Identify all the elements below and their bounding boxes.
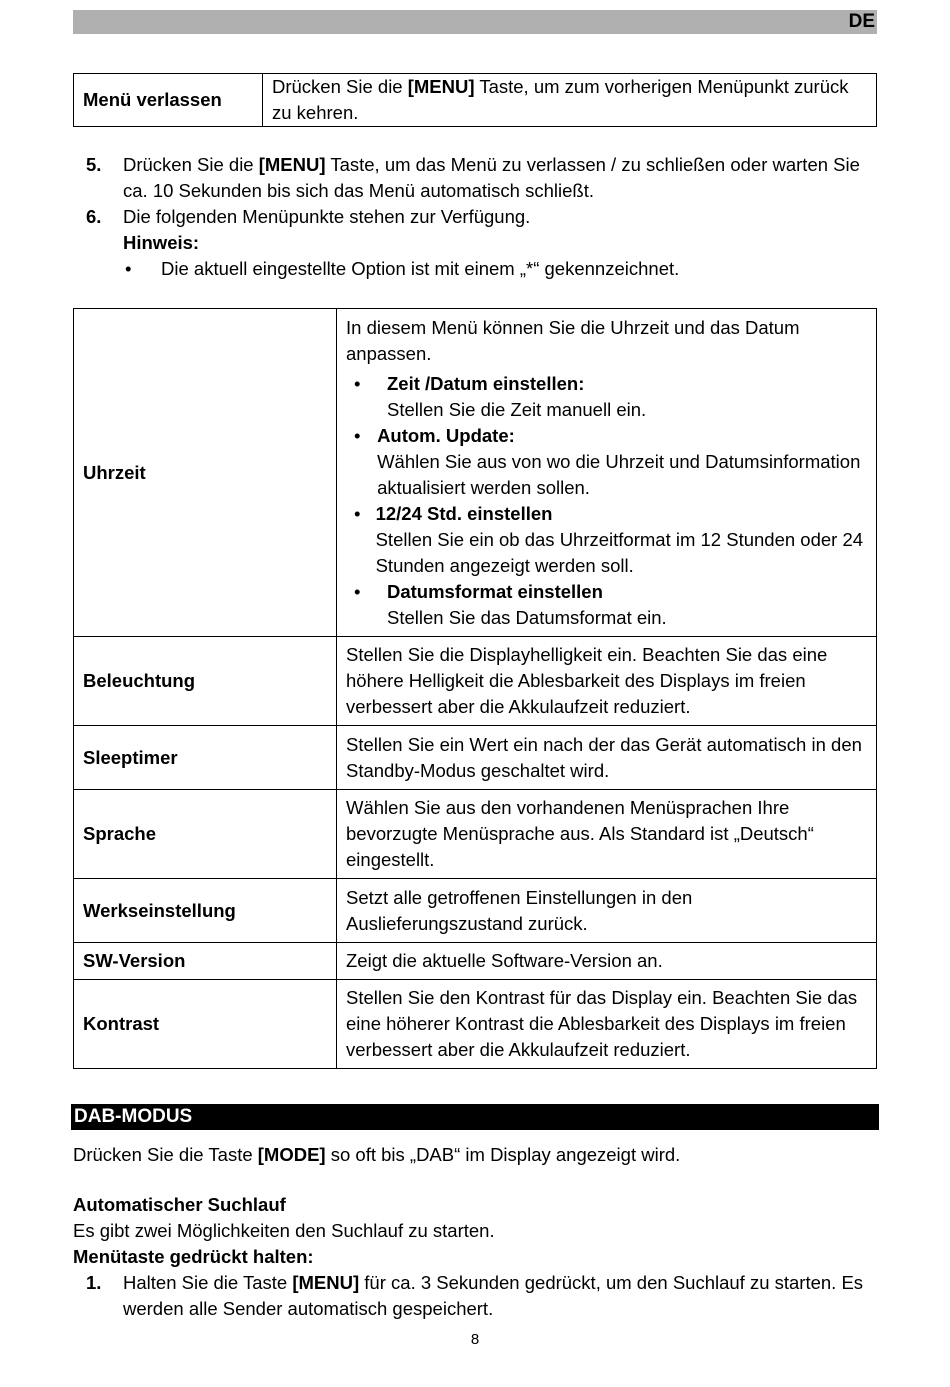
bullet-icon: • [354,373,361,394]
key-label: [MODE] [257,1144,326,1165]
row-label: Sprache [74,790,337,879]
row-label: Uhrzeit [74,309,337,637]
step-text: Die folgenden Menüpunkte stehen zur Verfügung. Hinweis: • Die aktuell eingestellte Option ist mit einem „*“ gekennzeichnet. [123,204,877,282]
auto-scan-text: Es gibt zwei Möglichkeiten den Suchlauf zu starten. [73,1220,495,1241]
row-label: Menü verlassen [74,74,263,127]
row-label: Werkseinstellung [74,879,337,943]
table-row [74,726,877,790]
row-label: Sleeptimer [74,726,337,790]
row-description: Drücken Sie die [MENU] Taste, um zum vorherigen Menüpunkt zurück zu kehren. [263,74,877,127]
bullet-icon: • [354,503,361,524]
page-number: 8 [470,1331,480,1348]
row-description: Stellen Sie die Displayhelligkeit ein. Beachten Sie das eine höhere Helligkeit die Ablesbarkeit des Displays im freien verbessert aber die Akkulaufzeit reduziert. [337,637,877,726]
subheading-menu-key: Menütaste gedrückt halten: [73,1246,314,1267]
row-description: Stellen Sie den Kontrast für das Display ein. Beachten Sie das eine höherer Kontrast die Ablesbarkeit des Displays im freien verbessert aber die Akkulaufzeit reduziert. [337,980,877,1069]
key-label: [MENU] [292,1272,360,1293]
step-item [73,204,877,282]
step-number: 1. [86,1272,102,1293]
instruction-steps [73,152,877,282]
table-row [74,74,877,127]
row-label: Kontrast [74,980,337,1069]
list-item: • 12/24 Std. einstellen Stellen Sie ein ob das Uhrzeitformat im 12 Stunden oder 24 Stunden angezeigt werden soll. [346,501,867,579]
step-text: Halten Sie die Taste [MENU] für ca. 3 Sekunden gedrückt, um den Suchlauf zu starten. Es werden alle Sender automatisch gespeichert. [123,1272,864,1319]
note-bullet: • Die aktuell eingestellte Option ist mit einem „*“ gekennzeichnet. [123,256,877,282]
list-item: • Datumsformat einstellen Stellen Sie das Datumsformat ein. [346,579,867,631]
row-description: Zeigt die aktuelle Software-Version an. [337,943,877,980]
section-heading-dab: DAB-MODUS [71,1104,879,1130]
menu-options-table [73,308,877,1069]
note-label: Hinweis: [123,232,200,253]
row-description: Wählen Sie aus den vorhandenen Menüsprachen Ihre bevorzugte Menüsprache aus. Als Standard ist „Deutsch“ eingestellt. [337,790,877,879]
subheading-auto-scan: Automatischer Suchlauf [73,1194,286,1215]
step-number: 6. [86,206,102,227]
row-label: Beleuchtung [74,637,337,726]
list-item: • Zeit /Datum einstellen: Stellen Sie die Zeit manuell ein. [346,371,867,423]
step-item [73,1270,877,1322]
table-row [74,790,877,879]
language-code: DE [848,11,875,32]
bullet-icon: • [354,581,361,602]
list-item: • Autom. Update: Wählen Sie aus von wo die Uhrzeit und Datumsinformation aktualisiert werden sollen. [346,423,867,501]
option-list [346,371,867,631]
row-description: Stellen Sie ein Wert ein nach der das Gerät automatisch in den Standby-Modus geschaltet wird. [337,726,877,790]
step-item [73,152,877,204]
bullet-icon: • [354,425,361,446]
row-description: Setzt alle getroffenen Einstellungen in den Auslieferungszustand zurück. [337,879,877,943]
dab-intro: Drücken Sie die Taste [MODE] so oft bis „DAB“ im Display angezeigt wird. [73,1144,681,1165]
key-label: [MENU] [407,76,475,97]
row-label: SW-Version [74,943,337,980]
table-row [74,309,877,637]
step-text: Drücken Sie die [MENU] Taste, um das Menü zu verlassen / zu schließen oder warten Sie ca. 10 Sekunden bis sich das Menü automatisch schließt. [123,154,860,201]
table-row [74,943,877,980]
exit-menu-table [73,73,877,127]
key-label: [MENU] [258,154,326,175]
language-header-bar [73,10,877,34]
table-row [74,980,877,1069]
table-row [74,637,877,726]
step-number: 5. [86,154,102,175]
row-description: In diesem Menü können Sie die Uhrzeit und das Datum anpassen. • Zeit /Datum einstellen: Stellen Sie die Zeit manuell ein. • Autom. Update: Wählen Sie aus von wo die Uhrzeit und Datumsinformation aktualisiert werden sollen. • 12/24 Std. einstellen Stellen Sie ein ob das Uhrzeitformat im 12 Stunden oder 24 Stunden angezeigt werden soll. • Datumsformat einstellen Stellen Sie das Datumsformat ein. [337,309,877,637]
bullet-icon: • [125,258,132,279]
table-row [74,879,877,943]
dab-section-content [73,1142,877,1322]
